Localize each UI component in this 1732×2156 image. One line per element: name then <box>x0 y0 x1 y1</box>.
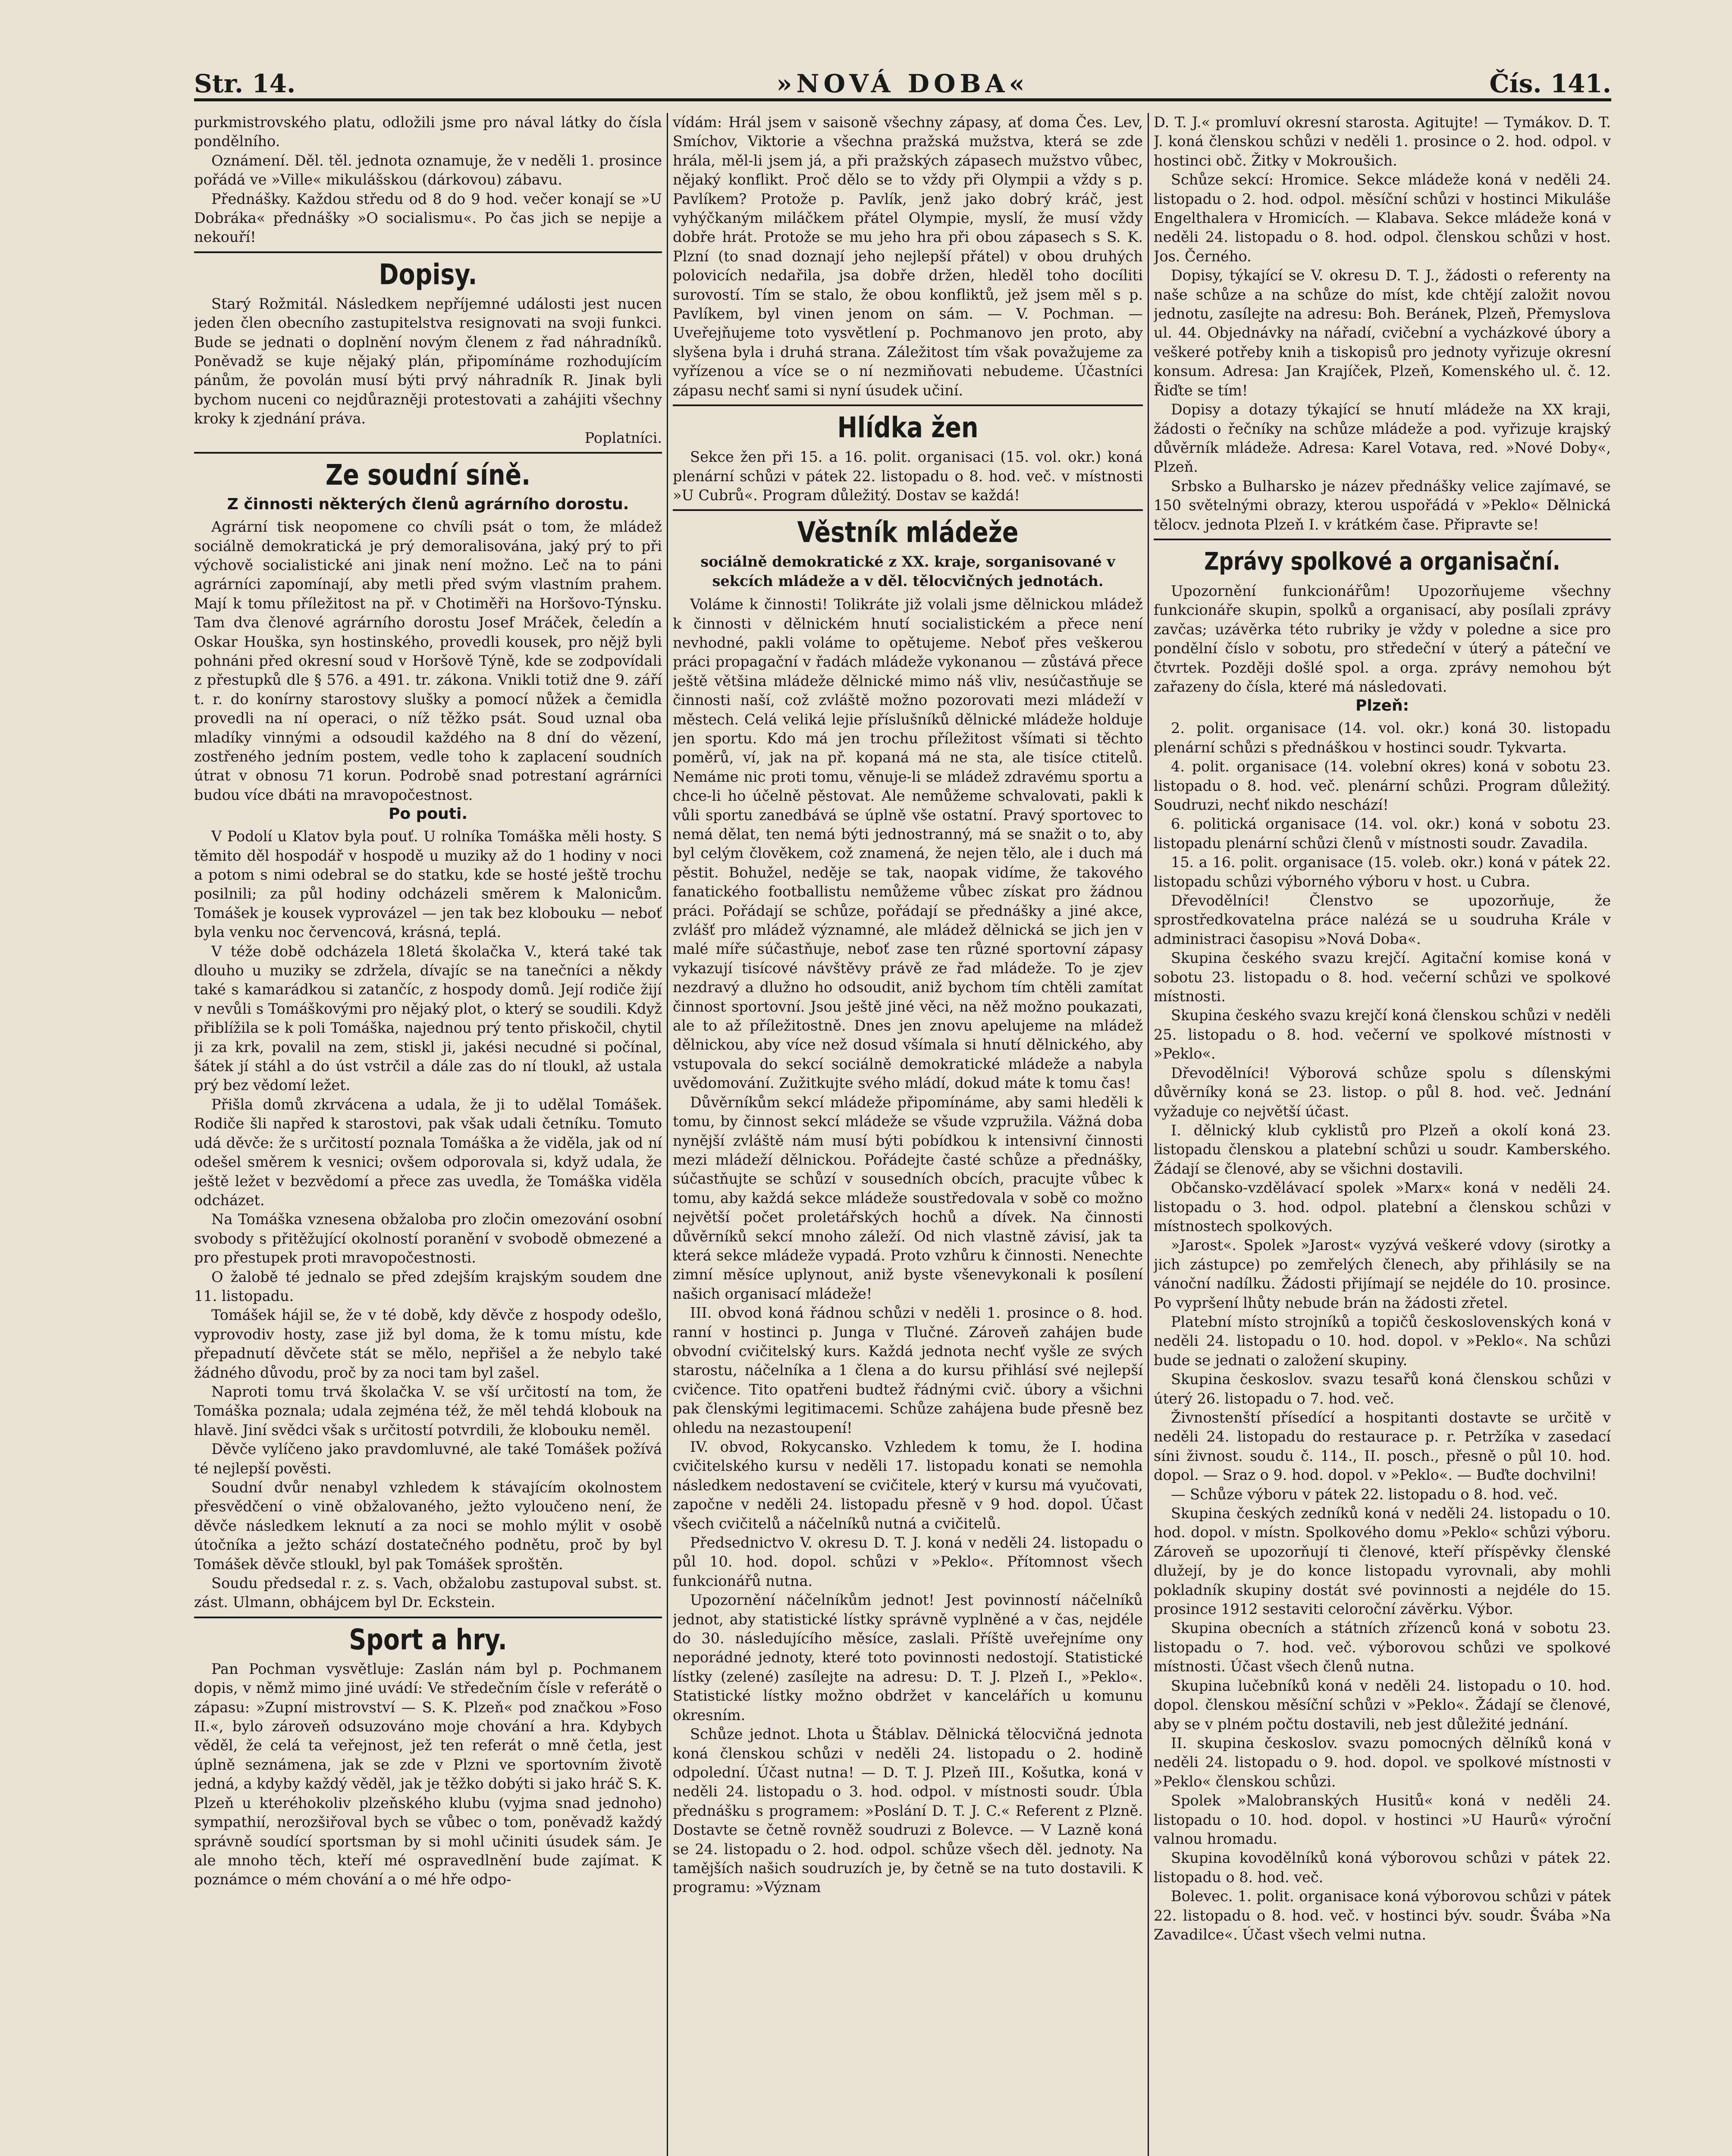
column-2 <box>673 113 1143 2156</box>
paragraph: Předsednictvo V. okresu D. T. J. koná v neděli 24. listopadu o půl 10. hod. dopol. schůzi v »Peklo«. Přítomnost všech funkcionářů nutna. <box>673 1534 1143 1589</box>
page-number: Str. 14. <box>194 69 296 98</box>
paragraph: vídám: Hrál jsem v saisoně všechny zápasy, ať doma Čes. Lev, Smíchov, Viktorie a všechna pražská mužstva, která se zde hrála, měl-li jsem já, a při pražských zápasech mužstvo vůbec, nějaký konflikt. Proč dělo se to vždy při Olympii a vždy s p. Pavlíkem? Protože p. Pavlík, jenž jako dobrý kráč, jest vyhýčkaným miláčkem přátel Olympie, myslí, že musí vždy dobře hrát. Protože se mu jeho hra při obou zápasech s S. K. Plzní (to snad doznají jeho nejlepší přátel) v obou druhých polovicích nedařila, jsa dobře držen, hleděl toho docíliti surovostí. Tím se stalo, že obou konfliktů, jež jsem měl s p. Pavlíkem, byl vinen jenom on sám. — V. Pochman. — Uveřejňujeme toto vysvětlení p. Pochmanovo jen proto, aby slyšena byla i druhá strana. Záležitost tím však považujeme za vyřízenou a více se o ní nezmiňovati nebudeme. Účastníci zápasu nechť sami si nyní úsudek učiní. <box>673 114 1143 399</box>
section-rule <box>673 404 1143 406</box>
column-3 <box>1154 113 1611 2156</box>
paragraph: I. dělnický klub cyklistů pro Plzeň a okolí koná 23. listopadu členskou a platební schůzi u soudr. Kamberského. Žádají se členové, aby se všichni dostavili. <box>1154 1122 1611 1177</box>
paragraph: Agrární tisk neopomene co chvíli psát o tom, že mládež sociálně demokratická je prý demoralisována, jaký prý to při výchově socialistické ani jinak není možno. Leč na to páni agrárníci zapomínají, aby metli před svým vlastním prahem. Mají k tomu příležitost na př. v Chotiměři na Horšovo-Týnsku. Tam dva členové agrárního dorostu Josef Mráček, čeledín a Oskar Houška, syn hostinského, provedli kousek, pro nějž byli pohnáni před okresní soud v Horšově Týně, kde se zodpovídali z přestupků dle § 576. a 491. tr. zákona. Vnikli totiž dne 9. září t. r. do konírny starostovy slušky a pomocí nůžek a čemidla provedli na ní operaci, o níž těžko psát. Soud uznal oba mladíky vinnými a odsoudil každého na 8 dní do vězení, zostřeného jedním postem, vedle toho k zaplacení soudních útrat v obnosu 71 korun. Podrobě snad potrestaní agrárníci budou více dbáti na mravopočestnost. <box>194 518 662 803</box>
paragraph: V téže době odcházela 18letá školačka V., která také tak dlouho u muziky se zdržela, dívajíc se na tanečníci a někdy také s kamarádkou si zatančíc, z hospody domů. Její rodiče žijí v nevůli s Tomáškovými pro nějaký plot, o který se soudili. Když přiblížila se k poli Tomáška, najednou prý tento přiskočil, chytil ji za krk, povalil na zem, stiskl ji, jakési necudné si počínal, šátek jí stáhl a do úst vstrčil a dále zas do ní tloukl, až ustala prý bez vědomí ležet. <box>194 943 662 1094</box>
paragraph: purkmistrovského platu, odložili jsme pro nával látky do čísla pondělního. <box>194 114 662 150</box>
section-subtitle: sociálně demokratické z XX. kraje, sorganisované v sekcích mládeže a v děl. tělocvičných jednotách. <box>700 553 1115 589</box>
paragraph: Dřevodělníci! Výborová schůze spolu s dílenskými důvěrníky koná se 23. listop. o půl 8. hod. več. Jednání vyžaduje co největší účast. <box>1154 1064 1611 1120</box>
issue-number: Čís. 141. <box>1489 69 1611 98</box>
section-rule <box>194 452 662 454</box>
paragraph: 2. polit. organisace (14. vol. okr.) koná 30. listopadu plenární schůzi s přednáškou v hostinci soudr. Tykvarta. <box>1154 720 1611 756</box>
section-heading: Zprávy spolkové a organisační. <box>1204 547 1560 576</box>
column-1 <box>194 113 662 2156</box>
paragraph: V Podolí u Klatov byla pouť. U rolníka Tomáška měli hosty. S těmito děl hospodář v hospodě u muziky až do 1 hodiny v noci a potom s nimi odebral se do statku, kde se hosté ještě trochu posilnili; za půl hodiny odcházeli směrem k Malonicům. Tomášek je kousek vyprovázel — jen tak bez klobouku — neboť byla venku noc červencová, krásná, teplá. <box>194 828 662 941</box>
paragraph: Starý Rožmitál. Následkem nepříjemné události jest nucen jeden člen obecního zastupitelstva resignovati na svoji funkci. Bude se jednati o doplnění novým členem z řad náhradníků. Poněvadž se kuje nějaký plán, připomínáme rozhodujícím pánům, že povolán musí býti prvý náhradník R. Jinak byli bychom nuceni co nejdůrazněji protestovati a zahájiti všechny kroky k zjednání práva. <box>194 295 662 427</box>
paragraph: 4. polit. organisace (14. volební okres) koná v sobotu 23. listopadu o 8. hod. več. plenární schůzi. Program důležitý. Soudruzi, nechť nikdo neschází! <box>1154 758 1611 813</box>
paragraph: Sekce žen při 15. a 16. polit. organisaci (15. vol. okr.) koná plenární schůzi v pátek 22. listopadu o 8. hod. več. v místnosti »U Cubrů«. Program důležitý. Dostav se každá! <box>673 448 1143 504</box>
column-divider <box>1148 113 1149 2156</box>
paragraph: Skupina českého svazu krejčí koná členskou schůzi v neděli 25. listopadu o 8. hod. večerní ve spolkové místnosti v »Peklo«. <box>1154 1007 1611 1062</box>
paragraph: Skupina českoslov. svazu tesařů koná členskou schůzi v úterý 26. listopadu o 7. hod. več. <box>1154 1371 1611 1407</box>
paragraph: Voláme k činnosti! Tolikráte již volali jsme dělnickou mládež k činnosti v dělnickém hnutí socialistickém a přece není nevhodné, pakli voláme to opětujeme. Neboť přes veškerou práci propagační v řadách mládeže vykonanou — zůstává přece ještě většina mládeže dělnické mimo náš vliv, nesúčastňuje se činnosti naší, což zvláště možno pozorovati mezi mládeží v městech. Celá veliká lejie příslušníků dělnické mládeže holduje jen sportu. Kdo má jen trochu příležitost všímati si těchto poměrů, ví, jak na př. kopaná má ne sta, ale tisíce ctitelů. Nemáme nic proti tomu, věnuje-li se mládež zdravému sportu a chce-li ho účelně pěstovat. Ale nemůžeme schvalovati, pakli k vůli sportu zanedbává se úplně vše ostatní. Pravý sportovec to nemá dělat, ten nemá býti jednostranný, má se snažit o to, aby byl celým člověkem, což znamená, že nejen tělo, ale i duch má pěstit. Bohužel, neděje se tak, naopak vidíme, že takového fanatického footballistu nemůžeme vůbec získat pro žádnou práci. Pořádají se schůze, pořádají se přednášky a jiné akce, zvlášť pro mládež významné, ale mládež dělnická se jich jen v malé míře súčastňuje, neboť zase ten různé sportovní zápasy vykazují tisícové návštěvy právě ze řad mládeže. To je zjev nezdravý a dlužno ho odsoudit, aniž bychom tím chtěli zamítat činnost sportovní. Jsou ještě jiné věci, na něž možno poukazati, ale to až příležitostně. Dnes jen znovu apelujeme na mládež dělnickou, aby více než dosud všímala si hnutí dělnického, aby vstupovala do sekcí sociálně demokratické mládeže a nabyla uvědomování. Zužitkujte svého mládí, dokud máte k tomu čas! <box>673 596 1143 1092</box>
paragraph: 6. politická organisace (14. vol. okr.) koná v sobotu 23. listopadu plenární schůzi členů v místnosti soudr. Zavadila. <box>1154 815 1611 852</box>
paragraph: Občansko-vzdělávací spolek »Marx« koná v neděli 24. listopadu o 3. hod. odpol. platební a členskou schůzi v místnostech spolkových. <box>1154 1179 1611 1235</box>
paragraph: Soudu předsedal r. z. s. Vach, obžalobu zastupoval subst. st. zást. Ulmann, obhájcem byl Dr. Eckstein. <box>194 1575 662 1611</box>
paragraph: Soudní dvůr nenabyl vzhledem k stávajícím okolnostem přesvědčení o vině obžalovaného, ježto vyloučeno není, že děvče následkem leknutí a za noci se mohlo mýlit v osobě útočníka a ježto schází dostatečného podnětu, proč by byl Tomášek děvče stloukl, byl pak Tomášek sproštěn. <box>194 1479 662 1573</box>
paragraph: Srbsko a Bulharsko je název přednášky velice zajímavé, se 150 světelnými obrazy, kterou uspořádá v »Peklo« Dělnická tělocv. jednota Plzeň I. v krátkém čase. Připravte se! <box>1154 477 1611 533</box>
article-subheading: Po pouti. <box>388 805 468 823</box>
paragraph: Dopisy, týkající se V. okresu D. T. J., žádosti o referenty na naše schůze a na schůze do míst, kde chtějí založit novou jednotu, zasílejte na adresu: Boh. Beránek, Plzeň, Přemyslova ul. 44. Objednávky na nářadí, cvičební a vycházkové úbory a veškeré potřeby knih a tiskopisů pro jednoty vyřizuje okresní konsum. Adresa: Jan Krajíček, Plzeň, Komenského ul. č. 12. Řiďte se tím! <box>1154 267 1611 399</box>
section-heading: Dopisy. <box>379 257 477 291</box>
section-heading: Ze soudní síně. <box>325 458 531 492</box>
section-heading: Sport a hry. <box>349 1623 507 1656</box>
paragraph: Upozornění funkcionářům! Upozorňujeme všechny funkcionáře skupin, spolků a organisací, aby posílali zprávy zavčas; uzávěrka této rubriky je vždy v poledne a sice pro pondělní číslo v sobotu, pro středeční v úterý a páteční ve čtvrtek. Později došlé spol. a orga. zprávy nemohou být zařazeny do čísla, které má následovati. <box>1154 582 1611 695</box>
paragraph: Přišla domů zkrvácena a udala, že ji to udělal Tomášek. Rodiče šli napřed k starostovi, pak však udali četníku. Tomuto udá děvče: že s určitostí poznala Tomáška a že viděla, jak od ní odešel směrem k vesnici; ovšem odporovala si, když udala, že ještě ležet v bezvědomí a přece zas uvedla, že Tomáška viděla odcházet. <box>194 1096 662 1209</box>
paragraph: Platební místo strojníků a topičů československých koná v neděli 24. listopadu o 10. hod. dopol. v »Peklo«. Na schůzi bude se jednati o založení skupiny. <box>1154 1313 1611 1369</box>
paragraph: 15. a 16. polit. organisace (15. voleb. okr.) koná v pátek 22. listopadu schůzi výborného výboru v host. u Cubra. <box>1154 854 1611 890</box>
paragraph: D. T. J.« promluví okresní starosta. Agitujte! — Tymákov. D. T. J. koná členskou schůzi v neděli 1. prosince o 2. hod. odpol. v hostinci obč. Žitky v Mokroušich. <box>1154 114 1611 169</box>
article-subheading: Z činnosti některých členů agrárního dorostu. <box>227 495 629 514</box>
section-heading: Hlídka žen <box>837 411 979 445</box>
paragraph: Dopisy a dotazy týkající se hnutí mládeže na XX kraji, žádosti o řečníky na schůze mládeže a pod. vyřizuje krajský důvěrník mládeže. Adresa: Karel Votava, red. »Nové Doby«, Plzeň. <box>1154 401 1611 476</box>
paragraph: O žalobě té jednalo se před zdejším krajským soudem dne 11. listopadu. <box>194 1268 662 1304</box>
paragraph: — Schůze výboru v pátek 22. listopadu o 8. hod. več. <box>1171 1485 1558 1503</box>
paragraph: Dřevodělníci! Členstvo se upozorňuje, že sprostředkovatelna práce nalézá se u soudruha Krále v administraci časopisu »Nová Doba«. <box>1154 892 1611 947</box>
paragraph: Bolevec. 1. polit. organisace koná výborovou schůzi v pátek 22. listopadu o 8. hod. več. v hostinci býv. soudr. Švába »Na Zavadilce«. Účast všech velmi nutna. <box>1154 1888 1611 1943</box>
paragraph: Skupina obecních a státních zřízenců koná v sobotu 23. listopadu o 7. hod. več. výborovou schůzi ve spolkové místnosti. Účast všech členů nutna. <box>1154 1620 1611 1675</box>
paragraph: Pan Pochman vysvětluje: Zaslán nám byl p. Pochmanem dopis, v němž mimo jiné uvádí: Ve středečním čísle v referátě o zápasu: »Zupní mistrovství — S. K. Plzeň« pod značkou »Foso II.«, bylo zároveň odsuzováno moje chování a hra. Kdybych věděl, že celá ta veřejnost, jež ten referát o mně četla, jest úplně seznámena, jak se zde v Plzni ve sportovním životě jedná, a kdyby každý věděl, jak je těžko dobýti si jako hráč S. K. Plzeň u kteréhokoliv plzeňského klubu (vyjma snad jednoho) sympathií, nerozšiřoval bych se vůbec o tom, poněvadž každý správně soudící sportsman by si mohl učiniti úsudek sám. Je ale mnoho těch, kteří mé ospravedlnění bude zajímat. K poznámce o mém chování a o mé hře odpo- <box>194 1660 662 1888</box>
paragraph: III. obvod koná řádnou schůzi v neděli 1. prosince o 8. hod. ranní v hostinci p. Junga v Tlučné. Zároveň zahájen bude obvodní cvičitelský kurs. Každá jednota nechť vyšle ze svých starostu, náčelníka a 1 člena a do kursu přihlásí své nejlepší cvičence. Tito opatřeni budtež řádnými cvič. úbory a všichni pak členskými legitimacemi. Schůze zahájena bude přesně bez ohledu na nezastoupení! <box>673 1304 1143 1436</box>
section-heading: Věstník mládeže <box>797 516 1019 549</box>
paragraph: Důvěrníkům sekcí mládeže připomínáme, aby sami hleděli k tomu, by činnost sekcí mládeže se všude vzpružila. Vážná doba nynější zvláště nám musí býti pobídkou k intensivní činnosti mezi mládeží dělnickou. Pořádejte časté schůze a přednášky, súčastňujte se schůzí v sousedních obcích, pracujte vůbec k tomu, aby každá sekce mládeže soustředovala v sobě co možno největší počet proletářských hochů a dívek. Na činnosti důvěrníků sekcí mnoho záleží. Od nich vlastně závisí, jak ta která sekce mládeže vypadá. Proto vzhůru k činnosti. Nenechte zimní měsíce uplynout, aniž byste všenevykonali k posílení našich organisací mládeže! <box>673 1094 1143 1302</box>
paragraph: Spolek »Malobranských Husitů« koná v neděli 24. listopadu o 10. hod. dopol. v hostinci »U Haurů« výroční valnou hromadu. <box>1154 1792 1611 1847</box>
paragraph: Skupina kovodělníků koná výborovou schůzi v pátek 22. listopadu o 8. hod. več. <box>1154 1849 1611 1886</box>
section-rule <box>194 1617 662 1618</box>
paragraph: Děvče vylíčeno jako pravdomluvné, ale také Tomášek požívá té nejlepší pověsti. <box>194 1441 662 1477</box>
paragraph: Přednášky. Každou středu od 8 do 9 hod. večer konají se »U Dobráka« přednášky »O socialismu«. Po čas jich se nepije a nekouří! <box>194 190 662 246</box>
paragraph: IV. obvod, Rokycansko. Vzhledem k tomu, že I. hodina cvičitelského kursu v neděli 17. listopadu konati se nemohla následkem nedostavení se cvičitele, který v kursu má vyučovati, započne v neděli 24. listopadu přesně v 9 hod. dopol. Účast všech cvičitelů a náčelníků nutná a cvičitelů. <box>673 1438 1143 1532</box>
section-rule <box>194 251 662 253</box>
city-subheading: Plzeň: <box>1355 697 1409 715</box>
column-divider <box>667 113 668 2156</box>
header-rule <box>194 98 1611 101</box>
paragraph: Skupina českého svazu krejčí. Agitační komise koná v sobotu 23. listopadu o 8. hod. večerní schůzi ve spolkové místnosti. <box>1154 950 1611 1005</box>
paragraph: »Jarost«. Spolek »Jarost« vyzývá veškeré vdovy (sirotky a jich zástupce) po zemřelých členech, aby přihlásily se na vánoční nadílku. Žádosti přijímají se nejdéle do 10. prosince. Po vypršení lhůty nebude brán na žádosti zřetel. <box>1154 1237 1611 1311</box>
section-rule <box>673 509 1143 511</box>
paragraph: Skupina českých zedníků koná v neděli 24. listopadu o 10. hod. dopol. v místn. Spolkového domu »Peklo« schůzi výboru. Zároveň se upozorňují ti členové, kteří příspěvky členské dlužejí, by je do konce listopadu vyrovnali, aby mohli pokladník skupiny dostát své povinnosti a nejdéle do 15. prosince 1912 sestaviti celoroční závěrku. Výbor. <box>1154 1505 1611 1618</box>
section-rule <box>1154 539 1611 540</box>
paragraph: Naproti tomu trvá školačka V. se vší určitostí na tom, že Tomáška poznala; udala zejména též, že měl tehdá klobouk na hlavě. Jiní svědci však s určitostí potvrdili, že klobouku neměl. <box>194 1383 662 1438</box>
newspaper-title: »NOVÁ DOBA« <box>776 69 1029 98</box>
paragraph: Oznámení. Děl. těl. jednota oznamuje, že v neděli 1. prosince pořádá ve »Ville« mikulášskou (dárkovou) zábavu. <box>194 152 662 188</box>
paragraph: Tomášek hájil se, že v té době, kdy děvče z hospody odešlo, vyprovodiv hosty, zase již byl doma, že k tomu místu, kde přepadnutí děvčete stát se mělo, nepřišel a že nebylo také žádného důvodu, proč by za noci tam byl zašel. <box>194 1307 662 1381</box>
paragraph: II. skupina českoslov. svazu pomocných dělníků koná v neděli 24. listopadu o 9. hod. dopol. ve spolkové místnosti v »Peklo« členskou schůzi. <box>1154 1734 1611 1790</box>
paragraph: Upozornění náčelníkům jednot! Jest povinností náčelníků jednot, aby statistické lístky správně vyplněné a v čas, nejdéle do 30. následujícího měsíce, zaslali. Příště uveřejníme ony neporádné jednoty, které toto povinnosti nedostojí. Statistické lístky (zelené) zasílejte na adresu: D. T. J. Plzeň I., »Peklo«. Statistické lístky možno obdržet v kancelářích u komunu okresním. <box>673 1592 1143 1724</box>
signature: Poplatníci. <box>584 429 662 446</box>
paragraph: Schůze sekcí: Hromice. Sekce mládeže koná v neděli 24. listopadu o 2. hod. odpol. měsíční schůzi v hostinci Mikuláše Engelthalera v Hromicích. — Klabava. Sekce mládeže koná v neděli 24. listopadu o 8. hod. odpol. členskou schůzi v host. Jos. Černého. <box>1154 171 1611 265</box>
paragraph: Skupina lučebníků koná v neděli 24. listopadu o 10. hod. dopol. členskou měsíční schůzi v »Peklo«. Žádají se členové, aby se v plném počtu dostavili, neb jest důležité jednání. <box>1154 1677 1611 1733</box>
paragraph: Na Tomáška vznesena obžaloba pro zločin omezování osobní svobody s přitěžující okolností poranění v svobodě obmezené a pro přestupek proti mravopočestnosti. <box>194 1211 662 1266</box>
paragraph: Schůze jednot. Lhota u Štáblav. Dělnická tělocvičná jednota koná členskou schůzi v neděli 24. listopadu o 2. hodině odpolední. Účast nutna! — D. T. J. Plzeň III., Košutka, koná v neděli 24. listopadu o 3. hod. odpol. v místnosti soudr. Úbla přednášku s programem: »Poslání D. T. J. C.« Referent z Plzně. Dostavte se četně rovněž soudruzi z Bolevce. — V Lazně koná se 24. listopadu o 2. hod. odpol. schůze všech děl. jednoty. Na tamějších našich soudruzích je, by četně se na tuto dostavili. K programu: »Význam <box>673 1726 1143 1896</box>
paragraph: Živnostenští přísedící a hospitanti dostavte se určitě v neděli 24. listopadu do restaurace p. r. Petržíka v zasedací síni živnost. soudu č. 114., II. posch., přesně o půl 10. hod. dopol. — Sraz o 9. hod. dopol. v »Peklo«. — Buďte dochvilni! <box>1154 1409 1611 1484</box>
